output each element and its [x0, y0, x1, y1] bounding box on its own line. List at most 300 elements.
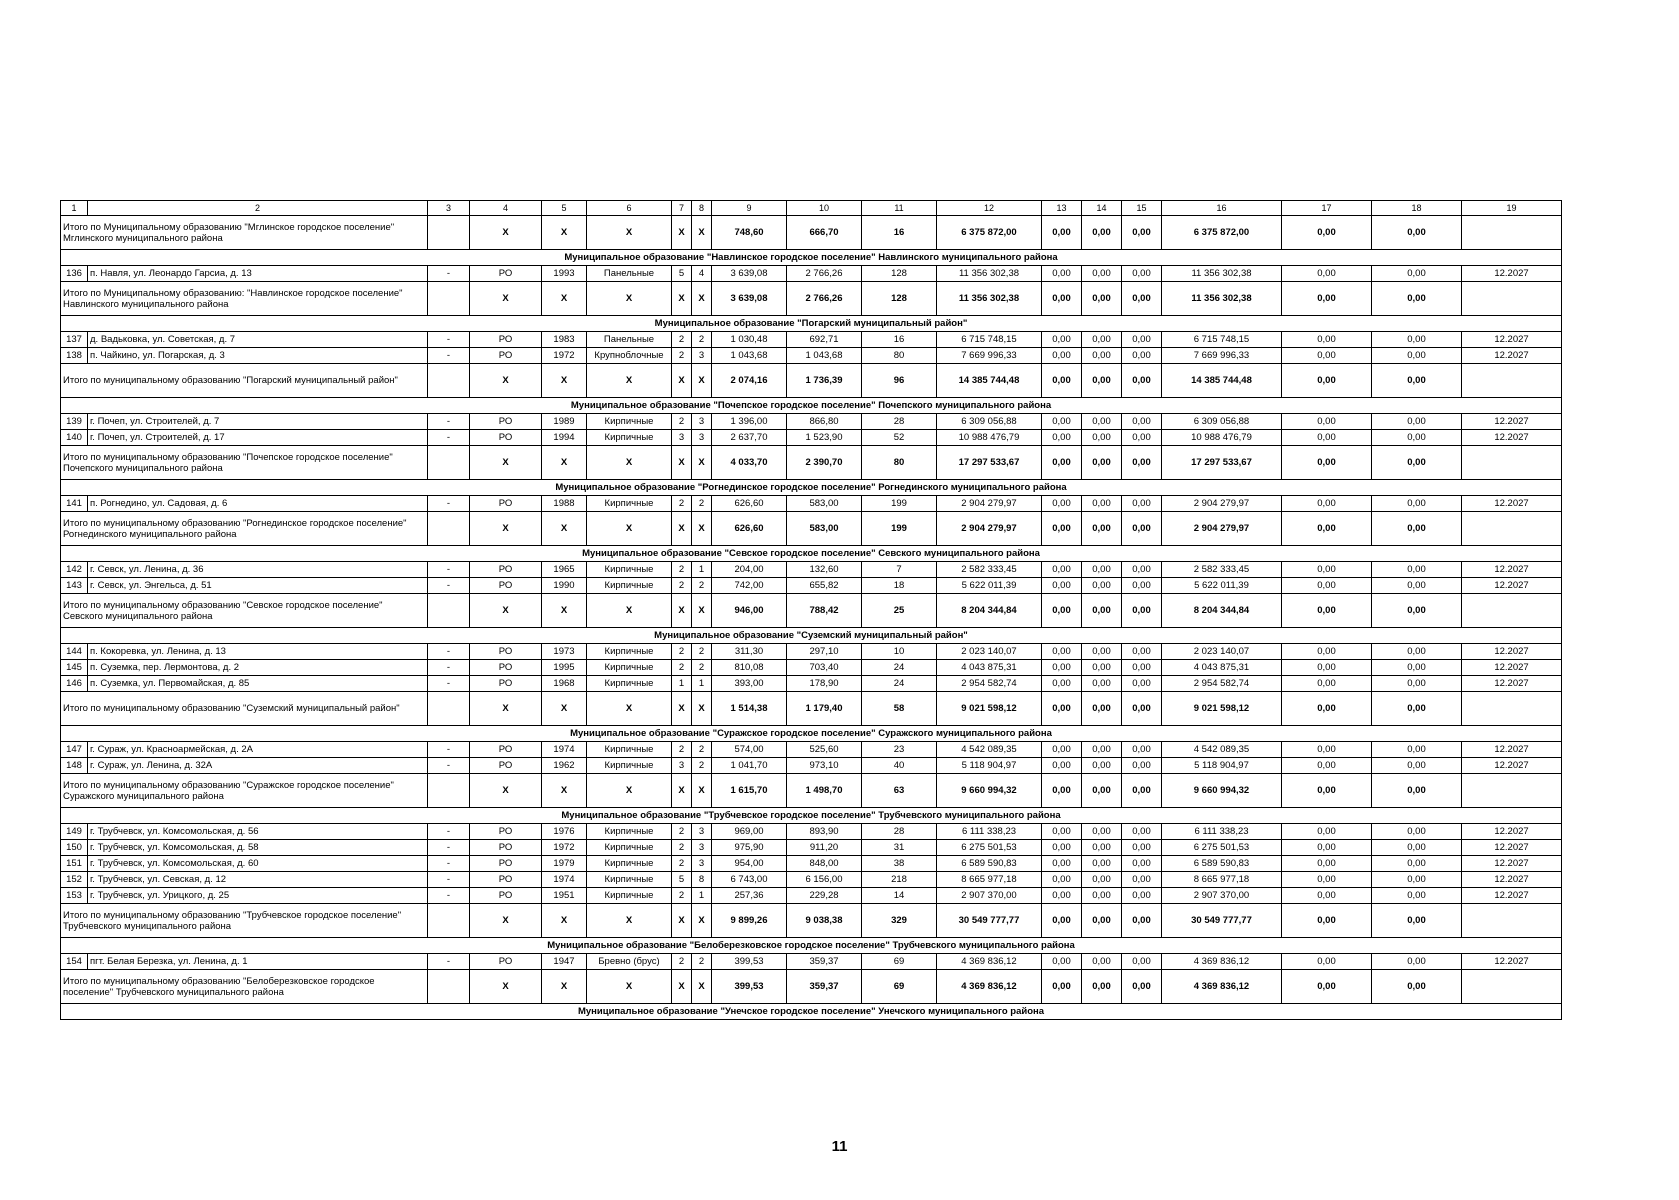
- section-header-row: [60, 808, 1562, 824]
- table-cell: 1 043,68: [787, 348, 862, 364]
- table-cell: 2: [692, 758, 712, 774]
- table-cell: РО: [470, 414, 542, 430]
- table-cell: 583,00: [787, 496, 862, 512]
- table-cell: 0,00: [1282, 872, 1372, 888]
- table-cell: -: [428, 660, 470, 676]
- subtotal-cell: 2 766,26: [787, 282, 862, 316]
- table-cell: 0,00: [1122, 888, 1162, 904]
- table-cell: 6 111 338,23: [937, 824, 1042, 840]
- table-cell: 1983: [542, 332, 587, 348]
- subtotal-cell: 8 204 344,84: [1162, 594, 1282, 628]
- page-number: 11: [831, 1138, 848, 1155]
- section-header-row: [60, 1004, 1562, 1020]
- subtotal-cell: [428, 512, 470, 546]
- subtotal-cell: X: [692, 594, 712, 628]
- table-cell: 0,00: [1082, 856, 1122, 872]
- table-cell: 146: [60, 676, 88, 692]
- table-cell: 178,90: [787, 676, 862, 692]
- table-cell: Кирпичные: [587, 840, 672, 856]
- subtotal-label: Итого по муниципальному образованию "Рогнединское городское поселение" Рогнединского муниципального района: [60, 512, 428, 546]
- table-cell: 0,00: [1282, 660, 1372, 676]
- subtotal-cell: 583,00: [787, 512, 862, 546]
- table-cell: -: [428, 758, 470, 774]
- subtotal-cell: 30 549 777,77: [937, 904, 1042, 938]
- subtotal-cell: 1 736,39: [787, 364, 862, 398]
- table-cell: 2: [672, 644, 692, 660]
- table-cell: РО: [470, 824, 542, 840]
- subtotal-label: Итого по муниципальному образованию "Погарский муниципальный район": [60, 364, 428, 398]
- table-cell: 6 715 748,15: [937, 332, 1042, 348]
- table-cell: 1988: [542, 496, 587, 512]
- table-cell: 2: [672, 856, 692, 872]
- subtotal-cell: 0,00: [1122, 904, 1162, 938]
- subtotal-cell: 359,37: [787, 970, 862, 1004]
- subtotal-cell: 0,00: [1122, 594, 1162, 628]
- table-cell: -: [428, 414, 470, 430]
- subtotal-cell: 946,00: [712, 594, 787, 628]
- subtotal-cell: 1 498,70: [787, 774, 862, 808]
- table-cell: 0,00: [1372, 954, 1462, 970]
- table-cell: 0,00: [1042, 644, 1082, 660]
- table-cell: 0,00: [1082, 824, 1122, 840]
- table-cell: 2 954 582,74: [1162, 676, 1282, 692]
- table-cell: 12.2027: [1462, 742, 1562, 758]
- table-cell: РО: [470, 332, 542, 348]
- subtotal-cell: 0,00: [1282, 774, 1372, 808]
- table-cell: 40: [862, 758, 937, 774]
- subtotal-cell: X: [587, 774, 672, 808]
- table-cell: 1979: [542, 856, 587, 872]
- subtotal-cell: 16: [862, 216, 937, 250]
- table-row: [60, 954, 1562, 970]
- subtotal-cell: 0,00: [1042, 282, 1082, 316]
- table-row: [60, 414, 1562, 430]
- table-cell: г. Сураж, ул. Красноармейская, д. 2А: [88, 742, 428, 758]
- table-cell: 0,00: [1122, 430, 1162, 446]
- table-cell: 12.2027: [1462, 660, 1562, 676]
- table-cell: 12.2027: [1462, 348, 1562, 364]
- subtotal-cell: 666,70: [787, 216, 862, 250]
- table-row: [60, 742, 1562, 758]
- table-cell: 6 275 501,53: [937, 840, 1042, 856]
- table-cell: 2: [672, 562, 692, 578]
- subtotal-cell: 9 660 994,32: [1162, 774, 1282, 808]
- column-number: 14: [1082, 200, 1122, 216]
- subtotal-cell: X: [587, 594, 672, 628]
- table-cell: 0,00: [1042, 496, 1082, 512]
- subtotal-cell: 17 297 533,67: [937, 446, 1042, 480]
- table-cell: Кирпичные: [587, 824, 672, 840]
- table-cell: 1 041,70: [712, 758, 787, 774]
- subtotal-cell: 0,00: [1372, 364, 1462, 398]
- subtotal-cell: X: [672, 216, 692, 250]
- table-cell: 0,00: [1042, 840, 1082, 856]
- subtotal-cell: X: [692, 216, 712, 250]
- table-cell: 0,00: [1042, 758, 1082, 774]
- section-header-row: [60, 480, 1562, 496]
- table-cell: 2 904 279,97: [937, 496, 1042, 512]
- table-cell: 257,36: [712, 888, 787, 904]
- table-cell: Кирпичные: [587, 676, 672, 692]
- table-cell: 12.2027: [1462, 856, 1562, 872]
- table-cell: 6 111 338,23: [1162, 824, 1282, 840]
- subtotal-cell: 0,00: [1042, 446, 1082, 480]
- subtotal-row: [60, 774, 1562, 808]
- table-cell: РО: [470, 562, 542, 578]
- table-cell: 2: [672, 332, 692, 348]
- table-cell: Панельные: [587, 332, 672, 348]
- table-cell: 137: [60, 332, 88, 348]
- subtotal-row: [60, 594, 1562, 628]
- table-cell: 0,00: [1282, 824, 1372, 840]
- table-cell: 0,00: [1372, 758, 1462, 774]
- table-cell: г. Сураж, ул. Ленина, д. 32А: [88, 758, 428, 774]
- subtotal-cell: X: [542, 904, 587, 938]
- subtotal-cell: [428, 774, 470, 808]
- subtotal-cell: X: [692, 364, 712, 398]
- table-cell: 148: [60, 758, 88, 774]
- table-cell: РО: [470, 872, 542, 888]
- table-cell: 2: [692, 332, 712, 348]
- table-cell: г. Почеп, ул. Строителей, д. 7: [88, 414, 428, 430]
- subtotal-cell: 4 369 836,12: [937, 970, 1042, 1004]
- table-cell: -: [428, 824, 470, 840]
- subtotal-cell: 0,00: [1122, 692, 1162, 726]
- table-cell: 975,90: [712, 840, 787, 856]
- table-cell: 2 766,26: [787, 266, 862, 282]
- column-number: 3: [428, 200, 470, 216]
- subtotal-cell: X: [542, 692, 587, 726]
- table-cell: 0,00: [1122, 824, 1162, 840]
- table-cell: п. Кокоревка, ул. Ленина, д. 13: [88, 644, 428, 660]
- subtotal-cell: 2 904 279,97: [937, 512, 1042, 546]
- table-cell: г. Трубчевск, ул. Комсомольская, д. 58: [88, 840, 428, 856]
- table-cell: 0,00: [1282, 266, 1372, 282]
- table-cell: 8 665 977,18: [937, 872, 1042, 888]
- table-cell: 0,00: [1122, 562, 1162, 578]
- subtotal-cell: X: [587, 446, 672, 480]
- subtotal-cell: [1462, 594, 1562, 628]
- subtotal-label: Итого по муниципальному образованию "Белоберезковское городское поселение" Трубчевского муниципального района: [60, 970, 428, 1004]
- table-cell: 0,00: [1282, 840, 1372, 856]
- column-number-row: [60, 200, 1562, 216]
- subtotal-cell: X: [470, 216, 542, 250]
- subtotal-label: Итого по муниципальному образованию "Суражское городское поселение" Суражского муниципального района: [60, 774, 428, 808]
- table-cell: 12.2027: [1462, 954, 1562, 970]
- subtotal-cell: X: [470, 446, 542, 480]
- section-header-row: [60, 546, 1562, 562]
- table-cell: 0,00: [1082, 872, 1122, 888]
- subtotal-cell: 2 904 279,97: [1162, 512, 1282, 546]
- subtotal-cell: 69: [862, 970, 937, 1004]
- table-cell: 7 669 996,33: [1162, 348, 1282, 364]
- table-cell: РО: [470, 676, 542, 692]
- table-cell: 311,30: [712, 644, 787, 660]
- table-cell: 132,60: [787, 562, 862, 578]
- table-cell: 1968: [542, 676, 587, 692]
- subtotal-cell: [1462, 512, 1562, 546]
- table-cell: 18: [862, 578, 937, 594]
- section-header-row: [60, 726, 1562, 742]
- subtotal-cell: X: [692, 692, 712, 726]
- table-cell: 0,00: [1372, 676, 1462, 692]
- column-number: 1: [60, 200, 88, 216]
- table-cell: 2 637,70: [712, 430, 787, 446]
- table-cell: 655,82: [787, 578, 862, 594]
- table-cell: РО: [470, 266, 542, 282]
- subtotal-cell: [428, 692, 470, 726]
- table-cell: п. Суземка, пер. Лермонтова, д. 2: [88, 660, 428, 676]
- subtotal-label: Итого по Муниципальному образованию: "Навлинское городское поселение" Навлинского муниципального района: [60, 282, 428, 316]
- table-cell: 0,00: [1282, 742, 1372, 758]
- subtotal-cell: 0,00: [1082, 216, 1122, 250]
- table-cell: 12.2027: [1462, 758, 1562, 774]
- column-number: 9: [712, 200, 787, 216]
- table-cell: 297,10: [787, 644, 862, 660]
- table-row: [60, 888, 1562, 904]
- subtotal-cell: 0,00: [1372, 216, 1462, 250]
- table-cell: Кирпичные: [587, 872, 672, 888]
- subtotal-cell: 0,00: [1372, 446, 1462, 480]
- table-cell: -: [428, 644, 470, 660]
- subtotal-cell: 0,00: [1042, 970, 1082, 1004]
- subtotal-cell: X: [542, 512, 587, 546]
- table-cell: 810,08: [712, 660, 787, 676]
- section-header-row: [60, 628, 1562, 644]
- subtotal-cell: X: [672, 970, 692, 1004]
- table-cell: РО: [470, 758, 542, 774]
- table-row: [60, 824, 1562, 840]
- table-cell: Бревно (брус): [587, 954, 672, 970]
- table-cell: г. Севск, ул. Ленина, д. 36: [88, 562, 428, 578]
- subtotal-cell: X: [542, 364, 587, 398]
- table-cell: 150: [60, 840, 88, 856]
- subtotal-cell: X: [692, 282, 712, 316]
- table-cell: 144: [60, 644, 88, 660]
- subtotal-label: Итого по Муниципальному образованию "Мглинское городское поселение" Мглинского муниципального района: [60, 216, 428, 250]
- subtotal-cell: 96: [862, 364, 937, 398]
- subtotal-row: [60, 282, 1562, 316]
- table-cell: 149: [60, 824, 88, 840]
- table-cell: 6 275 501,53: [1162, 840, 1282, 856]
- subtotal-cell: 1 514,38: [712, 692, 787, 726]
- table-cell: 969,00: [712, 824, 787, 840]
- table-cell: 0,00: [1372, 644, 1462, 660]
- table-cell: 866,80: [787, 414, 862, 430]
- table-cell: -: [428, 840, 470, 856]
- table-cell: 0,00: [1372, 348, 1462, 364]
- table-row: [60, 676, 1562, 692]
- table-cell: 80: [862, 348, 937, 364]
- table-cell: 147: [60, 742, 88, 758]
- subtotal-cell: 0,00: [1082, 282, 1122, 316]
- subtotal-cell: X: [692, 446, 712, 480]
- table-cell: 1: [692, 562, 712, 578]
- table-cell: 0,00: [1122, 742, 1162, 758]
- table-cell: 12.2027: [1462, 332, 1562, 348]
- table-cell: 6 589 590,83: [937, 856, 1042, 872]
- table-cell: 2: [672, 496, 692, 512]
- table-cell: 6 309 056,88: [937, 414, 1042, 430]
- table-cell: д. Вадьковка, ул. Советская, д. 7: [88, 332, 428, 348]
- table-cell: РО: [470, 496, 542, 512]
- section-header: Муниципальное образование "Суземский муниципальный район": [60, 628, 1562, 644]
- table-cell: 0,00: [1082, 888, 1122, 904]
- table-cell: 0,00: [1082, 578, 1122, 594]
- table-row: [60, 496, 1562, 512]
- table-cell: 2: [672, 742, 692, 758]
- subtotal-cell: X: [587, 216, 672, 250]
- table-cell: 28: [862, 824, 937, 840]
- column-number: 8: [692, 200, 712, 216]
- table-cell: 5: [672, 266, 692, 282]
- table-cell: Кирпичные: [587, 660, 672, 676]
- subtotal-row: [60, 216, 1562, 250]
- section-header: Муниципальное образование "Навлинское городское поселение" Навлинского муниципального района: [60, 250, 1562, 266]
- table-cell: 8 665 977,18: [1162, 872, 1282, 888]
- subtotal-cell: X: [672, 594, 692, 628]
- table-cell: 1: [692, 888, 712, 904]
- table-cell: 152: [60, 872, 88, 888]
- table-cell: 0,00: [1042, 742, 1082, 758]
- table-cell: 6 309 056,88: [1162, 414, 1282, 430]
- table-cell: 1: [692, 676, 712, 692]
- table-cell: 3: [672, 758, 692, 774]
- table-cell: 10 988 476,79: [1162, 430, 1282, 446]
- table-cell: 399,53: [712, 954, 787, 970]
- section-header: Муниципальное образование "Унечское городское поселение" Унечского муниципального района: [60, 1004, 1562, 1020]
- table-cell: 2: [672, 840, 692, 856]
- table-cell: РО: [470, 644, 542, 660]
- table-cell: 38: [862, 856, 937, 872]
- table-cell: 1974: [542, 742, 587, 758]
- table-cell: 0,00: [1282, 496, 1372, 512]
- subtotal-cell: X: [470, 594, 542, 628]
- subtotal-cell: X: [470, 364, 542, 398]
- table-cell: 5 622 011,39: [1162, 578, 1282, 594]
- table-cell: 23: [862, 742, 937, 758]
- table-cell: 1947: [542, 954, 587, 970]
- subtotal-cell: [1462, 774, 1562, 808]
- table-cell: РО: [470, 954, 542, 970]
- subtotal-cell: 0,00: [1042, 692, 1082, 726]
- subtotal-cell: X: [542, 594, 587, 628]
- column-number: 18: [1372, 200, 1462, 216]
- subtotal-cell: X: [542, 774, 587, 808]
- subtotal-label: Итого по муниципальному образованию "Трубчевское городское поселение" Трубчевского муниципального района: [60, 904, 428, 938]
- table-cell: РО: [470, 840, 542, 856]
- table-cell: 2 582 333,45: [937, 562, 1042, 578]
- table-cell: г. Трубчевск, ул. Комсомольская, д. 56: [88, 824, 428, 840]
- table-cell: 692,71: [787, 332, 862, 348]
- table-cell: 31: [862, 840, 937, 856]
- subtotal-cell: 0,00: [1082, 512, 1122, 546]
- subtotal-cell: 6 375 872,00: [1162, 216, 1282, 250]
- table-cell: 142: [60, 562, 88, 578]
- table-cell: 2: [672, 660, 692, 676]
- subtotal-cell: 0,00: [1042, 512, 1082, 546]
- table-cell: 0,00: [1282, 414, 1372, 430]
- table-cell: 0,00: [1082, 954, 1122, 970]
- subtotal-cell: 0,00: [1082, 774, 1122, 808]
- table-cell: 2 904 279,97: [1162, 496, 1282, 512]
- table-cell: 1: [672, 676, 692, 692]
- table-cell: РО: [470, 660, 542, 676]
- table-cell: 954,00: [712, 856, 787, 872]
- table-cell: 12.2027: [1462, 266, 1562, 282]
- table-cell: 2: [672, 888, 692, 904]
- table-cell: Панельные: [587, 266, 672, 282]
- table-cell: 0,00: [1372, 824, 1462, 840]
- subtotal-cell: 0,00: [1122, 364, 1162, 398]
- table-cell: 0,00: [1082, 332, 1122, 348]
- table-row: [60, 660, 1562, 676]
- subtotal-cell: X: [470, 904, 542, 938]
- subtotal-cell: 0,00: [1372, 692, 1462, 726]
- table-cell: 0,00: [1042, 660, 1082, 676]
- table-cell: Крупноблочные: [587, 348, 672, 364]
- subtotal-row: [60, 364, 1562, 398]
- table-cell: 2: [692, 954, 712, 970]
- table-cell: 1989: [542, 414, 587, 430]
- table-cell: 6 589 590,83: [1162, 856, 1282, 872]
- subtotal-cell: 0,00: [1042, 904, 1082, 938]
- table-cell: 12.2027: [1462, 430, 1562, 446]
- column-number: 15: [1122, 200, 1162, 216]
- subtotal-cell: [428, 904, 470, 938]
- table-cell: 0,00: [1042, 348, 1082, 364]
- table-cell: 139: [60, 414, 88, 430]
- table-cell: 154: [60, 954, 88, 970]
- table-cell: 0,00: [1082, 348, 1122, 364]
- table-cell: п. Рогнедино, ул. Садовая, д. 6: [88, 496, 428, 512]
- subtotal-cell: X: [692, 904, 712, 938]
- column-number: 11: [862, 200, 937, 216]
- subtotal-cell: [1462, 692, 1562, 726]
- table-cell: 0,00: [1282, 430, 1372, 446]
- table-cell: 0,00: [1042, 332, 1082, 348]
- table-cell: 0,00: [1042, 824, 1082, 840]
- subtotal-cell: 0,00: [1042, 216, 1082, 250]
- table-cell: 12.2027: [1462, 644, 1562, 660]
- subtotal-cell: 0,00: [1372, 904, 1462, 938]
- subtotal-cell: 0,00: [1122, 446, 1162, 480]
- subtotal-cell: X: [587, 512, 672, 546]
- table-row: [60, 430, 1562, 446]
- table-cell: РО: [470, 888, 542, 904]
- table-cell: 0,00: [1042, 562, 1082, 578]
- subtotal-cell: 0,00: [1282, 282, 1372, 316]
- table-cell: 6 715 748,15: [1162, 332, 1282, 348]
- table-cell: 12.2027: [1462, 414, 1562, 430]
- table-cell: -: [428, 856, 470, 872]
- table-cell: 0,00: [1372, 578, 1462, 594]
- subtotal-cell: 0,00: [1282, 970, 1372, 1004]
- table-row: [60, 872, 1562, 888]
- table-cell: -: [428, 578, 470, 594]
- table-cell: -: [428, 562, 470, 578]
- table-cell: пгт. Белая Березка, ул. Ленина, д. 1: [88, 954, 428, 970]
- subtotal-cell: X: [587, 904, 672, 938]
- table-cell: 5 622 011,39: [937, 578, 1042, 594]
- subtotal-cell: X: [587, 970, 672, 1004]
- table-cell: 0,00: [1122, 676, 1162, 692]
- table-cell: 4 542 089,35: [937, 742, 1042, 758]
- table-cell: 0,00: [1282, 888, 1372, 904]
- subtotal-cell: 0,00: [1122, 216, 1162, 250]
- subtotal-cell: 0,00: [1042, 364, 1082, 398]
- table-cell: п. Навля, ул. Леонардо Гарсиа, д. 13: [88, 266, 428, 282]
